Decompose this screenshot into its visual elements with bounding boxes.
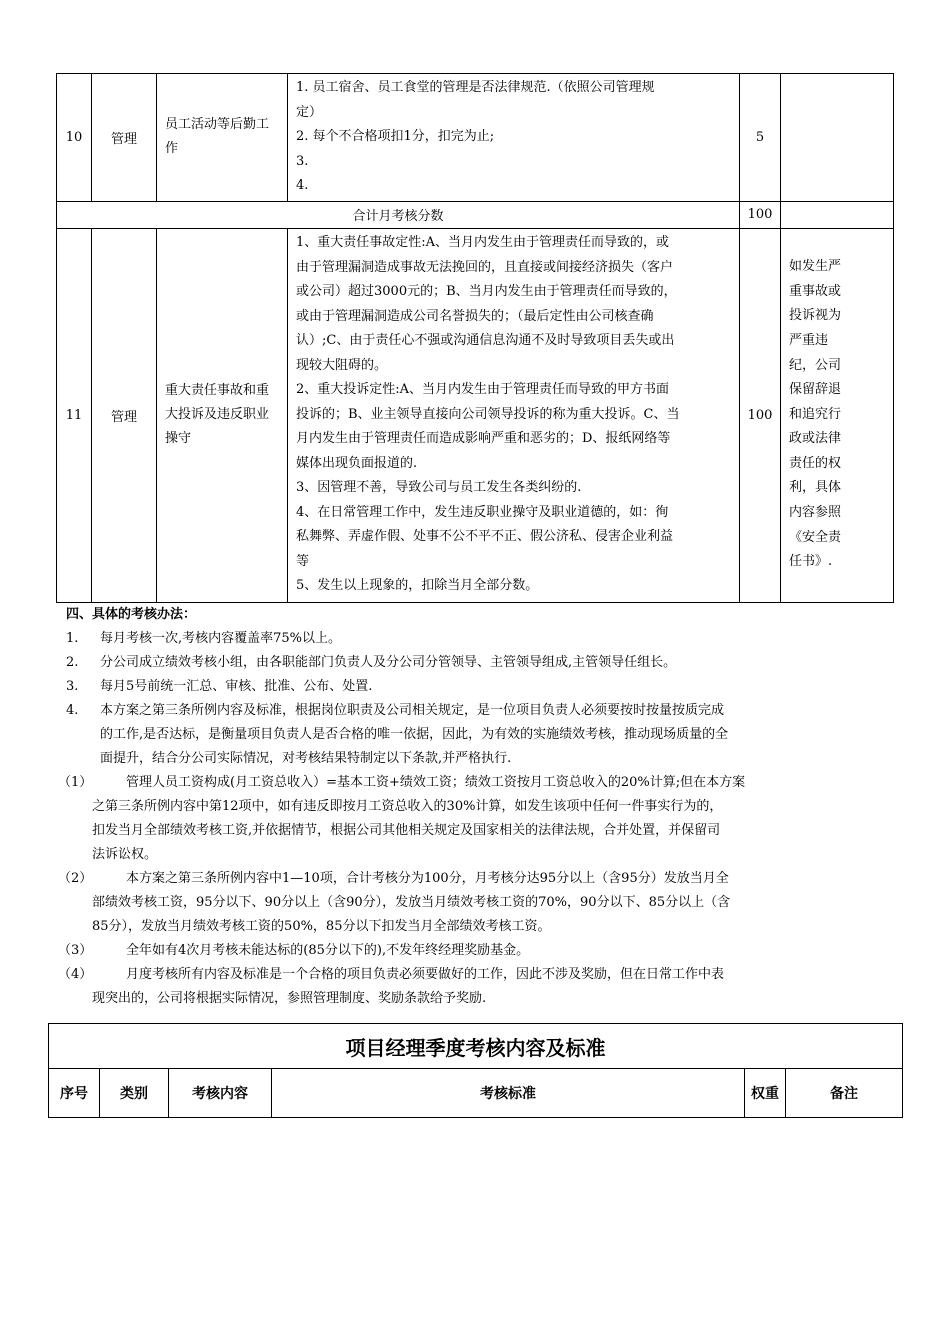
standard-line: 5、发生以上现象的，扣除当月全部分数。 — [296, 578, 539, 594]
header-content: 考核内容 — [169, 1069, 272, 1118]
list-item — [58, 939, 896, 963]
note-line: 责任的权 — [789, 455, 842, 471]
item-label: （3） — [58, 943, 93, 958]
standard-line: 私舞弊、弄虚作假、处事不公不平不正、假公济私、侵害企业利益 — [296, 529, 674, 545]
table-header-row — [49, 1069, 903, 1118]
total-label: 合计月考核分数 — [57, 201, 740, 228]
row-item: 重大责任事故和重大投诉及违反职业操守 — [157, 228, 288, 602]
list-item — [58, 867, 896, 939]
item-line: 之第三条所例内容中第12项中，如有违反即按月工资总收入的30%计算，如发生该项中任何一件事实行为的， — [92, 799, 723, 814]
list-item — [66, 651, 896, 675]
standard-line: 由于管理漏洞造成事故无法挽回的，且直接或间接经济损失（客户 — [296, 259, 674, 275]
note-line: 纪，公司 — [789, 357, 842, 373]
item-line: 每月5号前统一汇总、审核、批准、公布、处置. — [100, 679, 373, 694]
item-label: （1） — [58, 775, 93, 790]
item-line: 部绩效考核工资，95分以下、90分以上（含90分），发放当月绩效考核工资的70%，90分以下、85分以上（含 — [92, 895, 731, 910]
header-standard: 考核标准 — [272, 1069, 745, 1118]
item-label: 4. — [66, 703, 79, 718]
quarterly-assessment-table — [48, 1023, 903, 1118]
standard-line: 1. 员工宿舍、员工食堂的管理是否法律规范.（依照公司管理规 — [296, 80, 655, 95]
table-row — [57, 228, 894, 602]
row-item: 员工活动等后勤工作 — [157, 74, 288, 202]
item-line: 法诉讼权。 — [92, 847, 158, 862]
standard-line: 或公司）超过3000元的；B、当月内发生由于管理责任而导致的， — [296, 284, 677, 300]
note-line: 任书》. — [789, 554, 833, 570]
item-label: 3. — [66, 679, 79, 694]
standard-line: 媒体出现负面报道的. — [296, 455, 418, 471]
item-line: 85分），发放当月绩效考核工资的50%，85分以下扣发当月全部绩效考核工资。 — [92, 919, 551, 934]
item-line: 的工作,是否达标，是衡量项目负责人是否合格的唯一依据，因此，为有效的实施绩效考核，推动现场质量的全 — [100, 727, 729, 742]
row-category: 管理 — [92, 74, 157, 202]
header-weight: 权重 — [745, 1069, 786, 1118]
list-item — [66, 675, 896, 699]
total-row — [57, 201, 894, 228]
standard-line: 认）;C、由于责任心不强或沟通信息沟通不及时导致项目丢失或出 — [296, 333, 675, 349]
standard-line: 1、重大责任事故定性:A、当月内发生由于管理责任而导致的，或 — [296, 235, 670, 251]
row-weight: 100 — [740, 228, 781, 602]
standard-line: 3、因管理不善，导致公司与员工发生各类纠纷的. — [296, 480, 582, 496]
item-line: 本方案之第三条所例内容中1—10项，合计考核分为100分，月考核分达95分以上（含95分）发放当月全 — [126, 871, 729, 886]
row-number: 11 — [57, 228, 92, 602]
note-line: 内容参照 — [789, 505, 842, 521]
total-value: 100 — [740, 201, 781, 228]
standard-line: 或由于管理漏洞造成公司名誉损失的；（最后定性由公司核查确 — [296, 308, 654, 324]
item-label: （2） — [58, 871, 93, 886]
standard-line: 2、重大投诉定性:A、当月内发生由于管理责任而导致的甲方书面 — [296, 382, 670, 398]
note-line: 和追究行 — [789, 406, 842, 422]
item-line: 现突出的，公司将根据实际情况，参照管理制度、奖励条款给予奖励. — [92, 991, 487, 1006]
note-line: 重事故或 — [789, 283, 842, 299]
row-category: 管理 — [92, 228, 157, 602]
note-line: 保留辞退 — [789, 382, 842, 398]
item-line: 月度考核所有内容及标准是一个合格的项目负责必须要做好的工作，因此不涉及奖励，但在日常工作中表 — [126, 967, 725, 982]
standard-line: 2. 每个不合格项扣1分，扣完为止; — [296, 129, 495, 144]
item-label: 1. — [66, 631, 79, 646]
standard-line: 现较大阻碍的。 — [296, 357, 388, 373]
note-line: 严重违 — [789, 332, 829, 348]
monthly-assessment-table — [56, 73, 894, 603]
list-item — [58, 771, 896, 867]
list-item — [66, 627, 896, 651]
item-line: 管理人员工资构成(月工资总收入）=基本工资+绩效工资；绩效工资按月工资总收入的20%计算;但在本方案 — [126, 775, 746, 790]
list-item — [58, 963, 896, 1011]
row-number: 10 — [57, 74, 92, 202]
header-category: 类别 — [100, 1069, 169, 1118]
standard-line: 定） — [296, 104, 323, 120]
item-line: 面提升，结合分公司实际情况，对考核结果特制定以下条款,并严格执行. — [100, 751, 512, 766]
row-standard — [288, 228, 740, 602]
header-note: 备注 — [786, 1069, 903, 1118]
item-label: 2. — [66, 655, 79, 670]
standard-line: 4、在日常管理工作中，发生违反职业操守及职业道德的，如：徇 — [296, 504, 669, 520]
assessment-method-section — [58, 603, 896, 1011]
row-standard — [288, 74, 740, 202]
row-note — [781, 74, 894, 202]
item-line: 全年如有4次月考核未能达标的(85分以下的),不发年终经理奖励基金。 — [126, 943, 530, 958]
item-line: 分公司成立绩效考核小组，由各职能部门负责人及分公司分管领导、主管领导组成,主管领导任组长。 — [100, 655, 677, 670]
standard-line: 等 — [296, 553, 310, 569]
note-line: 政或法律 — [789, 431, 842, 447]
item-line: 本方案之第三条所例内容及标准，根据岗位职责及公司相关规定，是一位项目负责人必须要按时按量按质完成 — [100, 703, 725, 718]
item-line: 每月考核一次,考核内容覆盖率75%以上。 — [100, 631, 342, 646]
table-row — [57, 74, 894, 202]
standard-line: 月内发生由于管理责任而造成影响严重和恶劣的；D、报纸网络等 — [296, 431, 671, 447]
row-weight: 5 — [740, 74, 781, 202]
note-line: 投诉视为 — [789, 308, 842, 324]
row-note — [781, 228, 894, 602]
total-note — [781, 201, 894, 228]
note-line: 利，具体 — [789, 480, 842, 496]
table-title: 项目经理季度考核内容及标准 — [49, 1024, 903, 1069]
note-line: 如发生严 — [789, 259, 842, 275]
item-line: 扣发当月全部绩效考核工资,并依据情节，根据公司其他相关规定及国家相关的法律法规，合并处置，并保留司 — [92, 823, 721, 838]
list-item — [66, 699, 896, 771]
standard-line: 投诉的；B、业主领导直接向公司领导投诉的称为重大投诉。C、当 — [296, 406, 680, 422]
standard-line: 4. — [296, 178, 309, 193]
item-label: （4） — [58, 967, 93, 982]
note-line: 《安全责 — [789, 529, 842, 545]
header-no: 序号 — [49, 1069, 100, 1118]
section-heading: 四、具体的考核办法： — [66, 607, 197, 622]
standard-line: 3. — [296, 153, 309, 169]
